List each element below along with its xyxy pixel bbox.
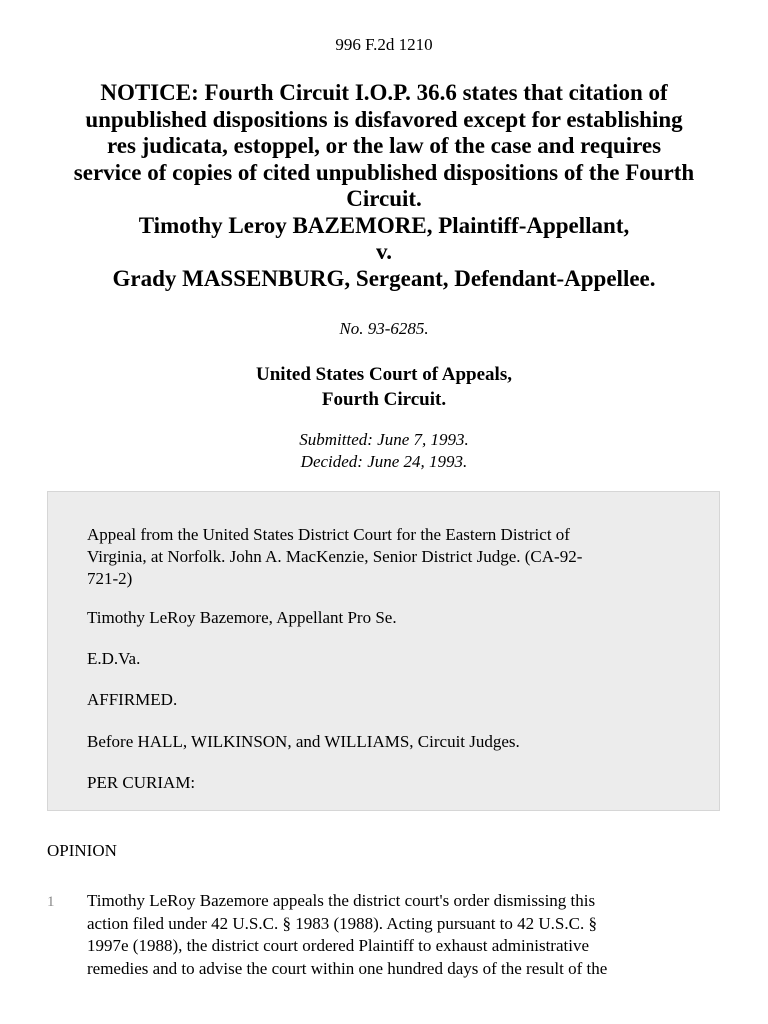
- paragraph-number: 1: [47, 894, 55, 910]
- submitted-date: Submitted: June 7, 1993.: [299, 430, 469, 449]
- defendant-line: Grady MASSENBURG, Sergeant, Defendant-Appellee.: [112, 265, 656, 291]
- versus-line: v.: [376, 239, 392, 264]
- opinion-line: 1997e (1988), the district court ordered Plaintiff to exhaust administrative: [87, 936, 590, 955]
- opinion-line: Timothy LeRoy Bazemore appeals the district court's order dismissing this: [87, 891, 596, 910]
- opinion-paragraph: [87, 890, 707, 980]
- court-circuit-line: Fourth Circuit.: [321, 389, 447, 410]
- case-title: [40, 80, 728, 292]
- lower-court: E.D.Va.: [87, 649, 141, 668]
- notice-line: NOTICE: Fourth Circuit I.O.P. 36.6 states that citation of: [100, 80, 668, 105]
- court-name: [0, 362, 768, 412]
- appeal-origin-line: Virginia, at Norfolk. John A. MacKenzie, Senior District Judge. (CA-92-: [87, 547, 583, 566]
- appeal-origin-line: Appeal from the United States District Court for the Eastern District of: [87, 525, 570, 544]
- case-summary-box: [47, 491, 720, 811]
- docket-number: No. 93-6285.: [339, 319, 429, 338]
- opinion-line: remedies and to advise the court within one hundred days of the result of the: [87, 958, 608, 978]
- court-name-line: United States Court of Appeals,: [256, 364, 512, 385]
- case-citation: 996 F.2d 1210: [335, 35, 433, 54]
- notice-line: service of copies of cited unpublished dispositions of the Fourth: [73, 159, 695, 185]
- notice-line: res judicata, estoppel, or the law of the case and requires: [106, 133, 662, 158]
- opinion-heading: OPINION: [47, 841, 117, 860]
- disposition: AFFIRMED.: [87, 690, 178, 709]
- per-curiam: PER CURIAM:: [87, 773, 196, 792]
- plaintiff-line: Timothy Leroy BAZEMORE, Plaintiff-Appellant,: [138, 212, 630, 238]
- decided-date: Decided: June 24, 1993.: [300, 452, 468, 471]
- appeal-origin: [87, 524, 687, 590]
- notice-line: Circuit.: [346, 186, 422, 211]
- appeal-origin-line: 721-2): [87, 569, 133, 588]
- case-dates: [0, 429, 768, 473]
- notice-line: unpublished dispositions is disfavored except for establishing: [85, 106, 683, 132]
- opinion-line: action filed under 42 U.S.C. § 1983 (1988). Acting pursuant to 42 U.S.C. §: [87, 913, 597, 933]
- judges-panel: Before HALL, WILKINSON, and WILLIAMS, Circuit Judges.: [87, 732, 520, 751]
- appellant-counsel: Timothy LeRoy Bazemore, Appellant Pro Se.: [87, 608, 397, 627]
